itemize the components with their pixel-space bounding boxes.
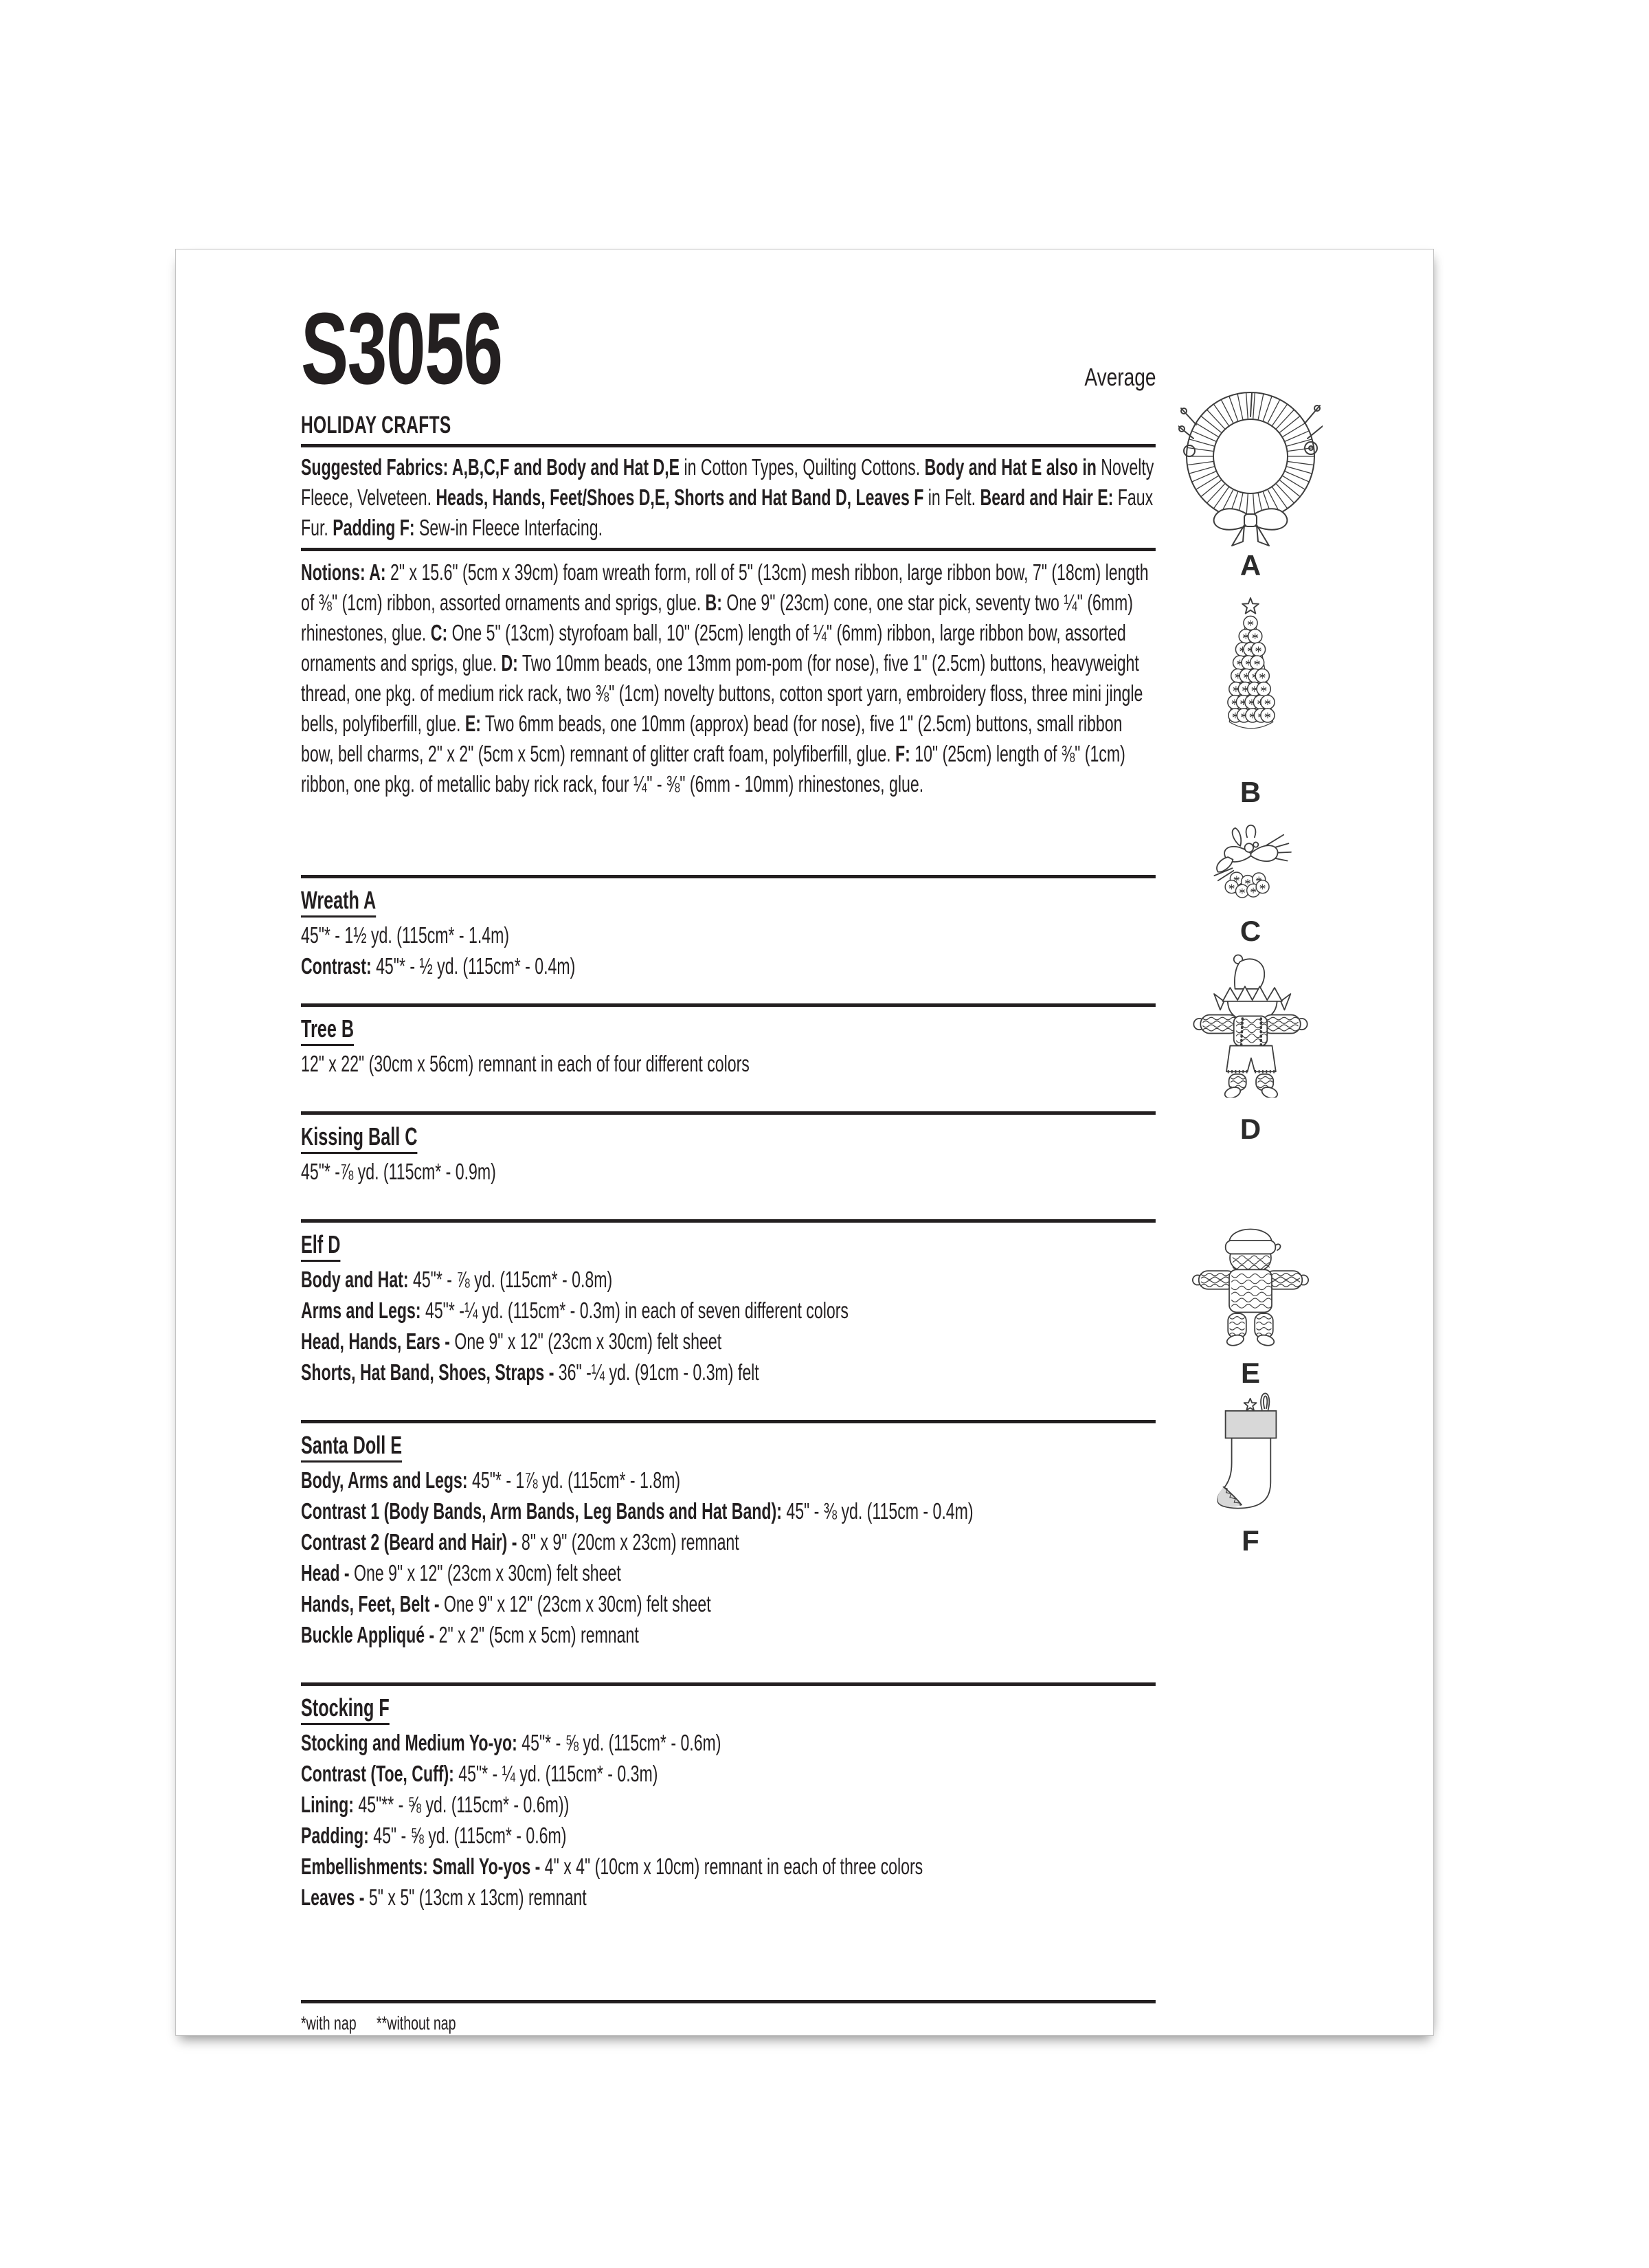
view-letter-a: A — [1239, 549, 1261, 581]
text-run: 45"* - ⅝ yd. (115cm* - 0.6m) — [517, 1730, 721, 1755]
text-run: 2" x 2" (5cm x 5cm) remnant — [434, 1622, 639, 1647]
yardage-sections — [301, 875, 1156, 2000]
tree-illustration — [1161, 595, 1340, 734]
yardage-line — [301, 1264, 1156, 1295]
yardage-line — [301, 1326, 1156, 1357]
elf-illustration — [1161, 952, 1340, 1098]
wreath-illustration — [1161, 382, 1340, 547]
text-run: 45"* - ¼ yd. (115cm* - 0.3m) — [453, 1761, 658, 1786]
yardage-line — [301, 1588, 1156, 1619]
section-elf-d — [301, 1219, 1156, 1420]
text-run: 45"* - 1½ yd. (115cm* - 1.4m) — [301, 922, 510, 948]
text-run: 45"* - ⅞ yd. (115cm* - 0.8m) — [408, 1267, 613, 1292]
section-title: Kissing Ball C — [301, 1123, 417, 1154]
text-run: in Felt. — [923, 485, 980, 510]
bold-run: Notions: A: — [301, 559, 386, 585]
bold-run: Body and Hat: — [301, 1267, 409, 1292]
bold-run: Body and Hat E also in — [924, 454, 1097, 480]
view-letter-e: E — [1240, 1357, 1260, 1389]
section-kissing-ball-c — [301, 1111, 1156, 1219]
divider-rule — [301, 1111, 1156, 1115]
text-run: 2" x 15.6" (5cm x 39cm) foam wreath form, roll of 5" (13cm) mesh ribbon, large ribbon bow, 7" (18cm) length of ⅜" (1cm) ribbon, assorted ornaments and sprigs, glue. — [301, 559, 1149, 615]
yardage-line — [301, 1619, 1156, 1650]
text-run: One 9" x 12" (23cm x 30cm) felt sheet — [349, 1560, 621, 1586]
text-run: 8" x 9" (20cm x 23cm) remnant — [517, 1529, 739, 1555]
text-run: in Cotton Types, Quilting Cottons. — [680, 454, 925, 480]
text-run: 45"* -¼ yd. (115cm* - 0.3m) in each of seven different colors — [420, 1298, 849, 1323]
yardage-line — [301, 1820, 1156, 1851]
view-letter-f: F — [1242, 1524, 1259, 1557]
section-title: Elf D — [301, 1231, 340, 1262]
bold-run: C: — [430, 620, 448, 645]
bold-run: Hands, Feet, Belt - — [301, 1591, 440, 1616]
bold-run: Contrast (Toe, Cuff): — [301, 1761, 454, 1786]
text-run: 45"* - 1⅞ yd. (115cm* - 1.8m) — [467, 1467, 681, 1493]
bold-run: Lining: — [301, 1792, 354, 1817]
yardage-line — [301, 920, 1156, 950]
yardage-line — [301, 1048, 1156, 1079]
tree-yoyos — [1228, 616, 1275, 722]
yardage-line — [301, 1851, 1156, 1882]
text-run: Two 10mm beads, one 13mm pom-pom (for nose), five 1" (2.5cm) buttons, heavyweight thread, one pkg. of medium rick rack, two ⅜" (1cm) novelty buttons, cotton sport yarn, embroidery floss, three mini jingle bells, polyfiberfill, glue. — [301, 650, 1143, 736]
text-run: 10" (25cm) length of ⅜" (1cm) ribbon, one pkg. of metallic baby rick rack, four ¼" - ⅜" (6mm - 10mm) rhinestones, glue. — [301, 741, 1125, 797]
divider-rule — [301, 548, 1156, 551]
yardage-line — [301, 1526, 1156, 1557]
yardage-line — [301, 1758, 1156, 1789]
bold-run: Contrast 2 (Beard and Hair) - — [301, 1529, 517, 1555]
yardage-line — [301, 1295, 1156, 1326]
divider-rule — [301, 1420, 1156, 1423]
bold-run: F: — [895, 741, 910, 766]
bold-run: Padding F: — [333, 515, 415, 540]
pattern-number: S3056 — [301, 292, 502, 405]
divider-rule — [301, 1003, 1156, 1007]
text-run: Faux Fur. — [301, 485, 1154, 540]
bold-run: Stocking and Medium Yo-yo: — [301, 1730, 517, 1755]
tree-star — [1242, 598, 1259, 614]
section-title: Tree B — [301, 1015, 354, 1046]
bold-run: Beard and Hair E: — [980, 485, 1114, 510]
text-run: One 9" x 12" (23cm x 30cm) felt sheet — [439, 1591, 711, 1616]
nap-footnote — [301, 2012, 1156, 2035]
text-run: Sew-in Fleece Interfacing. — [414, 515, 603, 540]
section-santa-doll-e — [301, 1420, 1156, 1682]
bold-run: Padding: — [301, 1823, 369, 1848]
without-nap-note: **without nap — [377, 2012, 456, 2034]
section-title: Santa Doll E — [301, 1432, 402, 1463]
bold-run: Embellishments: Small Yo-yos - — [301, 1854, 541, 1879]
divider-rule — [301, 1682, 1156, 1686]
bold-run: Heads, Hands, Feet/Shoes D,E, Shorts and Hat Band D, Leaves F — [436, 485, 924, 510]
difficulty-rating: Average — [1084, 363, 1156, 391]
pattern-envelope-back — [175, 249, 1434, 2036]
kissing-ball-illustration — [1161, 819, 1340, 902]
divider-rule — [301, 875, 1156, 878]
bold-run: Shorts, Hat Band, Shoes, Straps - — [301, 1359, 554, 1385]
text-run: One 5" (13cm) styrofoam ball, 10" (25cm) length of ¼" (6mm) ribbon, large ribbon bow, assorted ornaments and sprigs, glue. — [301, 620, 1126, 676]
text-run: 12" x 22" (30cm x 56cm) remnant in each of four different colors — [301, 1051, 750, 1076]
section-stocking-f — [301, 1682, 1156, 2000]
bold-run: Head - — [301, 1560, 350, 1586]
yardage-line — [301, 950, 1156, 981]
yardage-line — [301, 1789, 1156, 1820]
bold-run: Buckle Appliqué - — [301, 1622, 435, 1647]
text-run: Two 6mm beads, one 10mm (approx) bead (for nose), five 1" (2.5cm) buttons, small ribbon bow, bell charms, 2" x 2" (5cm x 5cm) remnant of glitter craft foam, polyfiberfill, glue. — [301, 711, 1123, 766]
yardage-line — [301, 1882, 1156, 1913]
yardage-line — [301, 1496, 1156, 1526]
yardage-line — [301, 1465, 1156, 1496]
ball-yoyos — [1225, 872, 1269, 898]
bold-run: E: — [464, 711, 481, 736]
suggested-fabrics-paragraph — [301, 452, 1156, 548]
text-column — [301, 249, 1156, 2035]
bold-run: Contrast 1 (Body Bands, Arm Bands, Leg Bands and Hat Band): — [301, 1498, 782, 1524]
section-wreath-a — [301, 875, 1156, 1003]
notions-paragraph — [301, 557, 1156, 875]
bold-run: B: — [705, 590, 722, 615]
text-run: 4" x 4" (10cm x 10cm) remnant in each of three colors — [540, 1854, 923, 1879]
divider-rule — [301, 1219, 1156, 1223]
text-run: 45"* -⅞ yd. (115cm* - 0.9m) — [301, 1159, 496, 1184]
stocking-illustration — [1161, 1383, 1340, 1511]
yardage-line — [301, 1357, 1156, 1388]
view-letter-d: D — [1239, 1113, 1261, 1145]
divider-rule — [301, 2000, 1156, 2003]
bold-run: Contrast: — [301, 953, 372, 979]
section-title: Stocking F — [301, 1694, 390, 1725]
yardage-line — [301, 1156, 1156, 1187]
category-heading: HOLIDAY CRAFTS — [301, 412, 451, 438]
text-run: 45"* - ½ yd. (115cm* - 0.4m) — [371, 953, 576, 979]
bold-run: Head, Hands, Ears - — [301, 1328, 450, 1354]
bold-run: Leaves - — [301, 1885, 365, 1910]
view-letter-b: B — [1239, 776, 1261, 808]
text-run: 45" - ⅜ yd. (115cm - 0.4m) — [781, 1498, 974, 1524]
text-run: 45" - ⅝ yd. (115cm* - 0.6m) — [368, 1823, 567, 1848]
text-run: 45"** - ⅝ yd. (115cm* - 0.6m)) — [353, 1792, 570, 1817]
text-run: One 9" (23cm) cone, one star pick, seventy two ¼" (6mm) rhinestones, glue. — [301, 590, 1133, 645]
view-letter-c: C — [1239, 915, 1261, 947]
text-run: 5" x 5" (13cm x 13cm) remnant — [364, 1885, 587, 1910]
bold-run: Suggested Fabrics: A,B,C,F and Body and Hat D,E — [301, 454, 680, 480]
text-run: Novelty Fleece, Velveteen. — [301, 454, 1154, 510]
yardage-line — [301, 1727, 1156, 1758]
text-run: One 9" x 12" (23cm x 30cm) felt sheet — [449, 1328, 722, 1354]
section-tree-b — [301, 1003, 1156, 1111]
yardage-line — [301, 1557, 1156, 1588]
text-run: 36" -¼ yd. (91cm - 0.3m) felt — [554, 1359, 759, 1385]
bold-run: Arms and Legs: — [301, 1298, 421, 1323]
divider-rule — [301, 444, 1156, 447]
bold-run: D: — [501, 650, 518, 676]
section-title: Wreath A — [301, 887, 376, 918]
with-nap-note: *with nap — [301, 2012, 357, 2034]
bold-run: Body, Arms and Legs: — [301, 1467, 468, 1493]
santa-doll-illustration — [1161, 1219, 1340, 1346]
